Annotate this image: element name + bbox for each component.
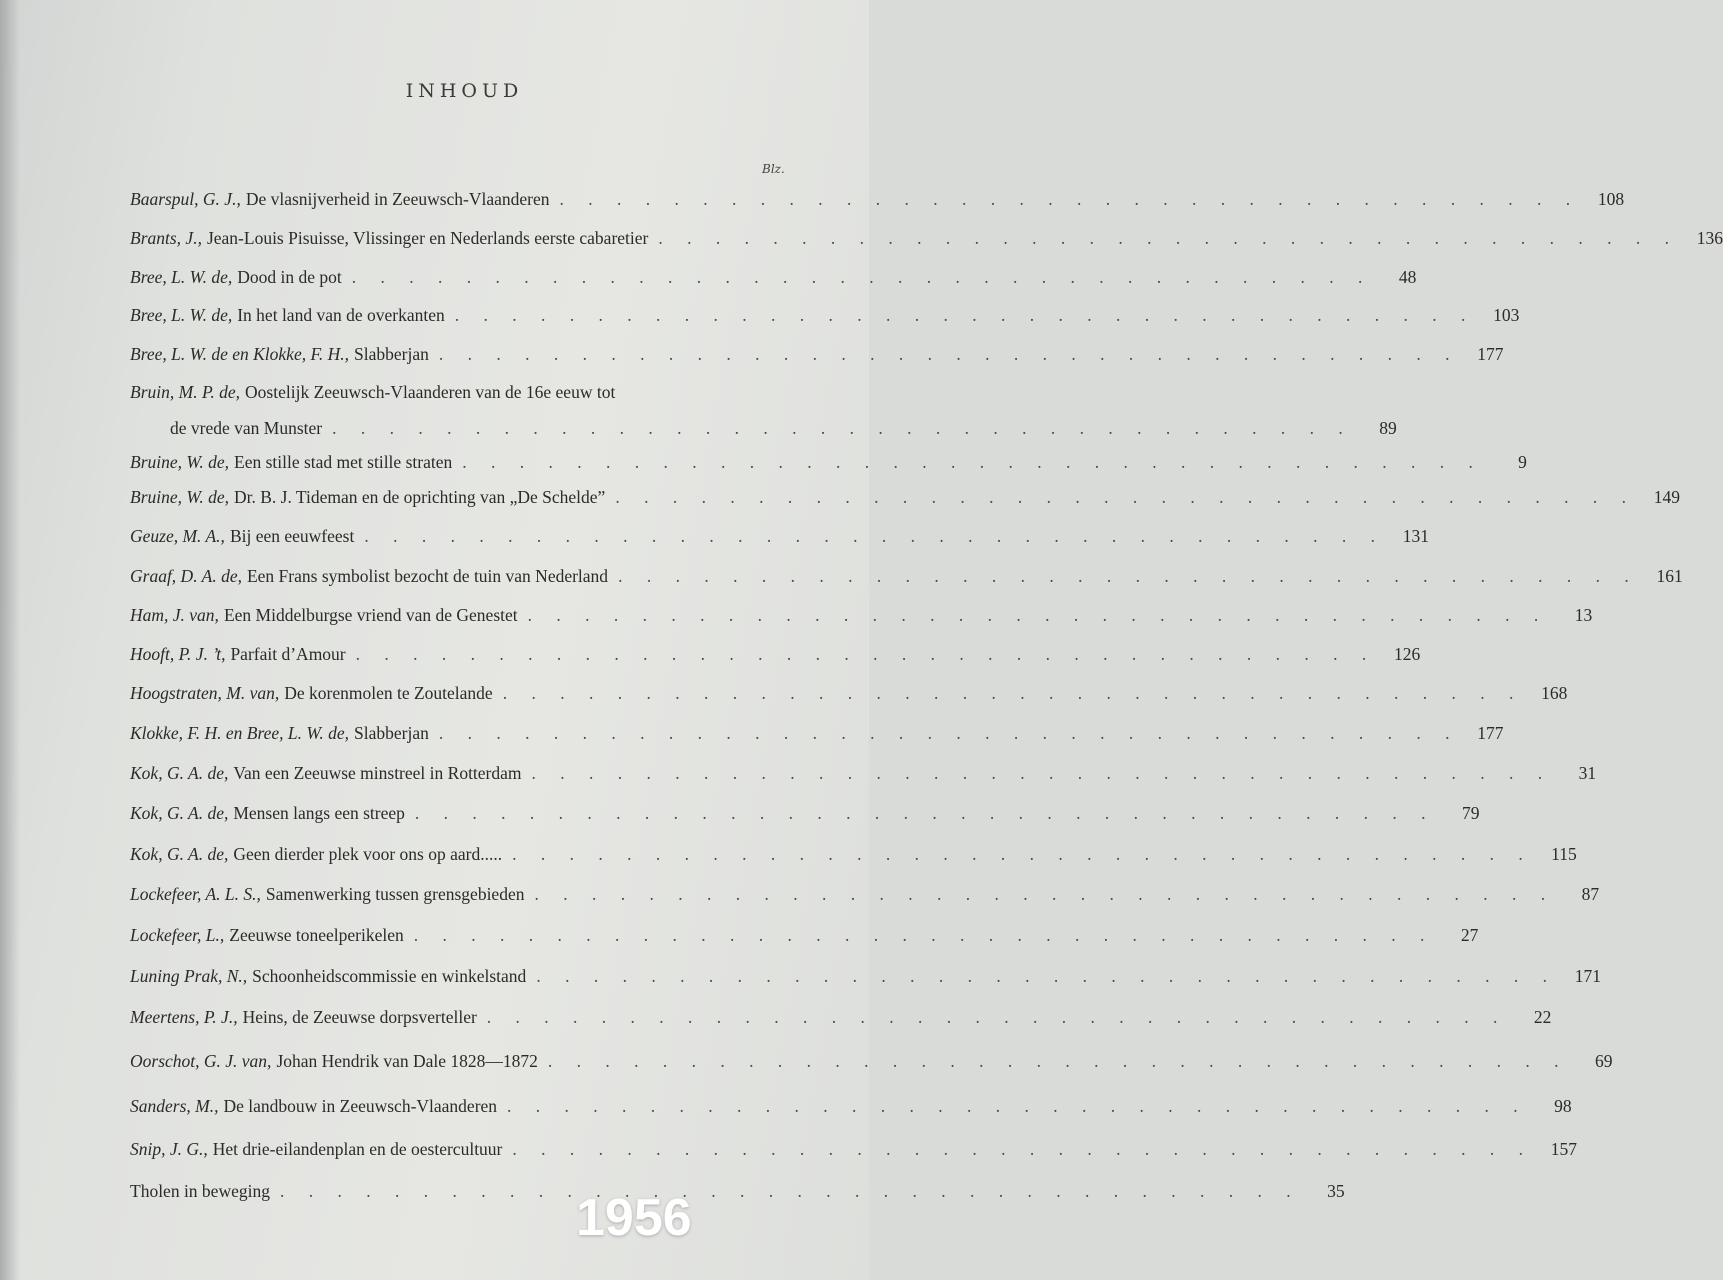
toc-entry-line (130, 604, 1593, 626)
toc-page-number: 98 (1554, 1096, 1572, 1116)
toc-page-number: 31 (1578, 763, 1597, 783)
toc-title: Slabberjan (354, 344, 429, 364)
toc-page-number: 115 (1551, 844, 1577, 864)
toc-title: In het land van de overkanten (237, 305, 445, 325)
toc-author: Snip, J. G., (130, 1139, 208, 1159)
toc-page-number: 168 (1541, 683, 1568, 703)
leader-dots: . . . . . . . . . . . . . . . . . . . . . . . . . . . . . . . . . . . . (615, 487, 1636, 507)
page-column-header: Blz. (762, 162, 785, 176)
toc-entry (130, 883, 1600, 905)
toc-title: Geen dierder plek voor ons op aard..... (233, 844, 503, 864)
leader-dots: . . . . . . . . . . . . . . . . . . . . . . . . . . . . . . . . . . . . (438, 723, 1460, 743)
toc-title: Parfait d’Amour (230, 644, 346, 664)
toc-page-number: 136 (1696, 228, 1723, 248)
toc-page-number: 87 (1581, 884, 1600, 904)
toc-entry (130, 762, 1597, 784)
toc-title: Schoonheidscommissie en winkelstand (252, 966, 527, 986)
toc-entry (130, 802, 1480, 824)
toc-entry (130, 565, 1683, 587)
toc-author: Meertens, P. J., (130, 1007, 238, 1027)
toc-page-number: 177 (1477, 344, 1504, 364)
toc-entry (130, 924, 1479, 946)
toc-author: Bree, L. W. de, (130, 267, 233, 287)
toc-author: Bree, L. W. de en Klokke, F. H., (130, 344, 350, 364)
leader-dots: . . . . . . . . . . . . . . . . . . . . . . . . . . . . . . . . . . . . (486, 1007, 1508, 1027)
leader-dots: . . . . . . . . . . . . . . . . . . . . . . . . . . . . . . . . . . . . (531, 763, 1553, 783)
toc-entry-line (130, 1180, 1345, 1202)
toc-entry-line (130, 802, 1480, 824)
toc-entry-line (130, 188, 1625, 210)
toc-page-number: 108 (1597, 189, 1625, 209)
leader-dots: . . . . . . . . . . . . . . . . . . . . . . . . . . . . . . . . . . . . (507, 1096, 1528, 1116)
toc-entry (130, 486, 1680, 508)
toc-entry-line (130, 525, 1429, 547)
toc-title: Jean-Louis Pisuisse, Vlissinger en Nederlands eerste cabaretier (206, 228, 649, 248)
toc-author: Geuze, M. A., (130, 526, 225, 546)
toc-entry (130, 451, 1527, 473)
toc-author: Hooft, P. J. ’t, (130, 644, 226, 664)
toc-title: Een Frans symbolist bezocht de tuin van Nederland (246, 566, 609, 586)
toc-entry-line (130, 304, 1520, 326)
toc-entry-line (130, 1138, 1578, 1160)
toc-entry-line (130, 486, 1680, 508)
toc-entry (130, 1006, 1552, 1028)
toc-entry-line (130, 883, 1600, 905)
leader-dots: . . . . . . . . . . . . . . . . . . . . . . . . . . . . . . . . . . . . (355, 644, 1377, 664)
toc-author: Kok, G. A. de, (130, 844, 229, 864)
toc-entry (130, 1138, 1578, 1160)
leader-dots: . . . . . . . . . . . . . . . . . . . . . . . . . . . . . . . . . . . . (279, 1181, 1301, 1201)
toc-author: Graaf, D. A. de, (130, 566, 242, 586)
toc-author: Oorschot, G. J. van, (130, 1051, 272, 1071)
toc-title: Dr. B. J. Tideman en de oprichting van „De Schelde” (234, 487, 606, 507)
toc-entry (130, 1095, 1572, 1117)
toc-title: Mensen langs een streep (233, 803, 405, 823)
toc-page-number: 35 (1327, 1181, 1345, 1201)
toc-title: Bij een eeuwfeest (229, 526, 355, 546)
toc-entry (130, 682, 1568, 704)
toc-author: Ham, J. van, (130, 605, 219, 625)
year-overlay: 1956 (576, 1189, 692, 1247)
toc-entry (130, 643, 1421, 665)
toc-title: Van een Zeeuwse minstreel in Rotterdam (233, 763, 522, 783)
toc-entry-line (130, 722, 1504, 744)
toc-page-number: 22 (1533, 1007, 1552, 1027)
toc-author: Hoogstraten, M. van, (130, 683, 280, 703)
toc-author: Brants, J., (130, 228, 202, 248)
toc-title: Een stille stad met stille straten (234, 452, 453, 472)
leader-dots: . . . . . . . . . . . . . . . . . . . . . . . . . . . . . . . . . . . . (502, 683, 1524, 703)
leader-dots: . . . . . . . . . . . . . . . . . . . . . . . . . . . . . . . . . . . . (512, 844, 1533, 864)
leader-dots: . . . . . . . . . . . . . . . . . . . . . . . . . . . . . . . . . . . . (559, 189, 1581, 209)
toc-page-number: 149 (1653, 487, 1680, 507)
toc-entry-line (130, 381, 800, 403)
toc-author: Sanders, M., (130, 1096, 219, 1116)
toc-title: De landbouw in Zeeuwsch-Vlaanderen (223, 1096, 498, 1116)
toc-entry-line (130, 227, 1723, 249)
toc-page-number: 103 (1493, 305, 1520, 325)
toc-title: Dood in de pot (237, 267, 342, 287)
toc-title: Johan Hendrik van Dale 1828—1872 (276, 1051, 538, 1071)
toc-entry-line (130, 965, 1601, 987)
toc-entry-line (130, 266, 1417, 288)
leader-dots: . . . . . . . . . . . . . . . . . . . . . . . . . . . . . . . . . . . . (547, 1051, 1569, 1071)
toc-author: Kok, G. A. de, (130, 763, 229, 783)
toc-page-number: 79 (1462, 803, 1480, 823)
toc-author: Bree, L. W. de, (130, 305, 233, 325)
toc-title: Samenwerking tussen grensgebieden (265, 884, 525, 904)
toc-author: Bruine, W. de, (130, 487, 229, 507)
toc-entry (130, 604, 1593, 626)
toc-entry (130, 188, 1625, 210)
toc-entry (130, 1050, 1613, 1072)
toc-page-number: 48 (1398, 267, 1417, 287)
leader-dots: . . . . . . . . . . . . . . . . . . . . . . . . . . . . . . . . . . . . (438, 344, 1460, 364)
toc-title: Heins, de Zeeuwse dorpsverteller (242, 1007, 477, 1027)
toc-author: Luning Prak, N., (130, 966, 248, 986)
toc-page-number: 69 (1595, 1051, 1613, 1071)
toc-title-continued: de vrede van Munster (170, 418, 323, 438)
toc-author: Lockefeer, A. L. S., (130, 884, 261, 904)
toc-entry-line (130, 1050, 1613, 1072)
toc-author: Bruine, W. de, (130, 452, 229, 472)
leader-dots: . . . . . . . . . . . . . . . . . . . . . . . . . . . . . . . . . . . . (364, 526, 1385, 546)
toc-entry-line (130, 1006, 1552, 1028)
toc-title: Oostelijk Zeeuwsch-Vlaanderen van de 16e eeuw tot (245, 382, 616, 402)
toc-author: Lockefeer, L., (130, 925, 225, 945)
toc-page-number: 161 (1656, 566, 1683, 586)
leader-dots: . . . . . . . . . . . . . . . . . . . . . . . . . . . . . . . . . . . . (618, 566, 1639, 586)
leader-dots: . . . . . . . . . . . . . . . . . . . . . . . . . . . . . . . . . . . . (454, 305, 1476, 325)
toc-page-number: 131 (1402, 526, 1429, 546)
toc-title: Het drie-eilandenplan en de oestercultuur (212, 1139, 503, 1159)
toc-entry-line (130, 417, 1397, 439)
toc-page-number: 126 (1394, 644, 1421, 664)
toc-page-number: 9 (1518, 452, 1527, 472)
toc-entry-line (130, 1095, 1572, 1117)
leader-dots: . . . . . . . . . . . . . . . . . . . . . . . . . . . . . . . . . . . . (413, 925, 1435, 945)
leader-dots: . . . . . . . . . . . . . . . . . . . . . . . . . . . . . . . . . . . . (332, 418, 1353, 438)
toc-page-number: 177 (1477, 723, 1504, 743)
leader-dots: . . . . . . . . . . . . . . . . . . . . . . . . . . . . . . . . . . . . (536, 966, 1557, 986)
toc-entry (130, 1180, 1345, 1202)
toc-entry-line (130, 451, 1527, 473)
toc-title: De vlasnijverheid in Zeeuwsch-Vlaanderen (245, 189, 550, 209)
page-heading: INHOUD (405, 80, 524, 102)
toc-entry-line (130, 643, 1421, 665)
leader-dots: . . . . . . . . . . . . . . . . . . . . . . . . . . . . . . . . . . . . (534, 884, 1556, 904)
toc-title: De korenmolen te Zoutelande (284, 683, 493, 703)
toc-page-number: 171 (1574, 966, 1601, 986)
leader-dots: . . . . . . . . . . . . . . . . . . . . . . . . . . . . . . . . . . . . (658, 228, 1679, 248)
toc-page-number: 27 (1460, 925, 1479, 945)
toc-entry (130, 843, 1577, 865)
leader-dots: . . . . . . . . . . . . . . . . . . . . . . . . . . . . . . . . . . . . (462, 452, 1483, 472)
toc-page-number: 13 (1574, 605, 1593, 625)
toc-title: Zeeuwse toneelperikelen (229, 925, 404, 945)
toc-entry-line (130, 565, 1683, 587)
toc-entry (130, 722, 1504, 744)
toc-author: Baarspul, G. J., (130, 189, 241, 209)
leader-dots: . . . . . . . . . . . . . . . . . . . . . . . . . . . . . . . . . . . . (414, 803, 1436, 823)
toc-entry (130, 965, 1601, 987)
toc-entry-line (130, 343, 1504, 365)
leader-dots: . . . . . . . . . . . . . . . . . . . . . . . . . . . . . . . . . . . . (512, 1139, 1534, 1159)
toc-page-number: 157 (1550, 1139, 1578, 1159)
toc-entry (130, 227, 1723, 249)
toc-page-number: 89 (1379, 418, 1397, 438)
toc-entry (130, 381, 1397, 439)
toc-entry-line (130, 682, 1568, 704)
toc-entry (130, 343, 1504, 365)
toc-title: Slabberjan (354, 723, 429, 743)
toc-entry-line (130, 843, 1577, 865)
toc-entry-line (130, 924, 1479, 946)
toc-entry-line (130, 762, 1597, 784)
leader-dots: . . . . . . . . . . . . . . . . . . . . . . . . . . . . . . . . . . . . (351, 267, 1373, 287)
toc-author: Bruin, M. P. de, (130, 382, 241, 402)
leader-dots: . . . . . . . . . . . . . . . . . . . . . . . . . . . . . . . . . . . . (527, 605, 1549, 625)
toc-author: Klokke, F. H. en Bree, L. W. de, (130, 723, 350, 743)
toc-entry (130, 304, 1520, 326)
toc-entry (130, 266, 1417, 288)
toc-title: Tholen in beweging (130, 1181, 270, 1201)
toc-title: Een Middelburgse vriend van de Genestet (223, 605, 518, 625)
toc-author: Kok, G. A. de, (130, 803, 229, 823)
toc-entry (130, 525, 1429, 547)
